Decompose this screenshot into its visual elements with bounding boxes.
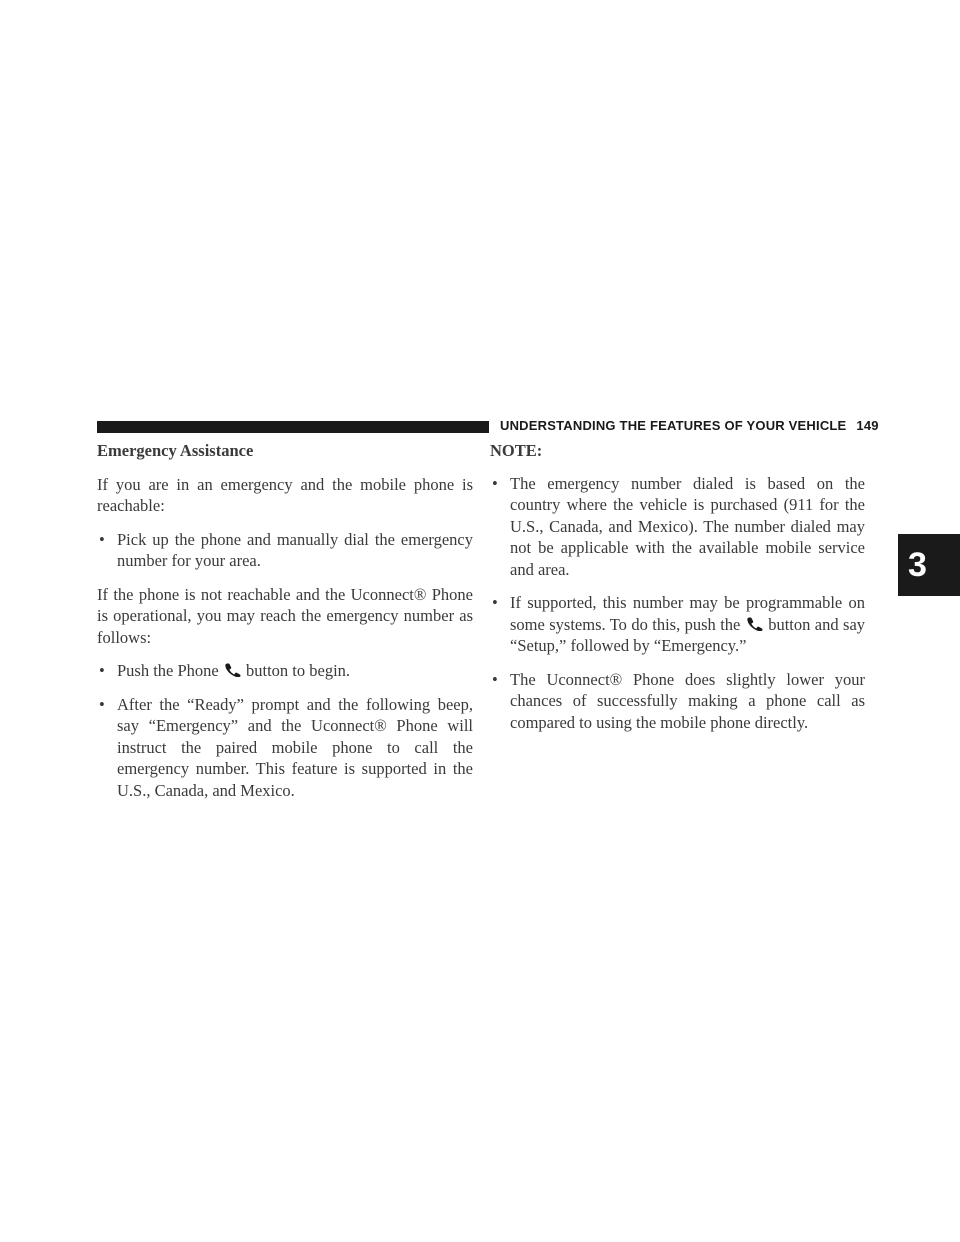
bullet-dot: • xyxy=(99,529,105,549)
running-header xyxy=(500,418,879,433)
chapter-number: 3 xyxy=(908,545,927,584)
list-item xyxy=(97,660,473,682)
list-item xyxy=(490,669,865,734)
bullet-dot: • xyxy=(492,473,498,493)
intro-paragraph: If you are in an emergency and the mobile phone is reachable: xyxy=(97,474,473,515)
bullet-dot: • xyxy=(99,661,105,680)
bullet-dot: • xyxy=(492,593,498,612)
list-item xyxy=(490,592,865,657)
list-item-text: The emergency number dialed is based on the country where the vehicle is purchased (911 for the U.S., Canada, and Mexico). The number dialed may not be applicable with the available mobile service and area. xyxy=(510,473,865,579)
section-heading: Emergency Assistance xyxy=(97,441,254,460)
phone-icon xyxy=(746,617,763,631)
list-item-text-end: button to begin. xyxy=(246,661,351,680)
header-rule xyxy=(97,421,489,433)
header-title: UNDERSTANDING THE FEATURES OF YOUR VEHICLE xyxy=(500,418,847,433)
left-column xyxy=(97,440,473,813)
phone-icon xyxy=(224,663,241,677)
list-item-text: After the “Ready” prompt and the following beep, say “Emergency” and the Uconnect® Phone will instruct the paired mobile phone to call the emergency number. This feature is supported in the U.S., Canada, and Mexico. xyxy=(117,694,473,800)
list-item-text: Pick up the phone and manually dial the emergency number for your area. xyxy=(117,529,473,570)
list-item-text-start: Push the Phone xyxy=(117,661,219,680)
body-paragraph: If the phone is not reachable and the Uconnect® Phone is operational, you may reach the emergency number as follows: xyxy=(97,584,473,647)
page-number: 149 xyxy=(856,418,879,433)
bullet-dot: • xyxy=(99,694,105,714)
list-item-text: The Uconnect® Phone does slightly lower your chances of successfully making a phone call as compared to using the mobile phone directly. xyxy=(510,669,865,732)
list-item-text-start: If supported, this number may be programmable on some systems. To do this, push the xyxy=(510,593,865,634)
list-item-text-end: button and say “Setup,” followed by “Emergency.” xyxy=(510,614,866,655)
note-heading: NOTE: xyxy=(490,441,543,460)
list-item xyxy=(490,473,865,581)
chapter-tab xyxy=(898,534,960,596)
list-item xyxy=(97,529,473,572)
list-item xyxy=(97,694,473,802)
right-column xyxy=(490,440,865,745)
bullet-dot: • xyxy=(492,669,498,689)
